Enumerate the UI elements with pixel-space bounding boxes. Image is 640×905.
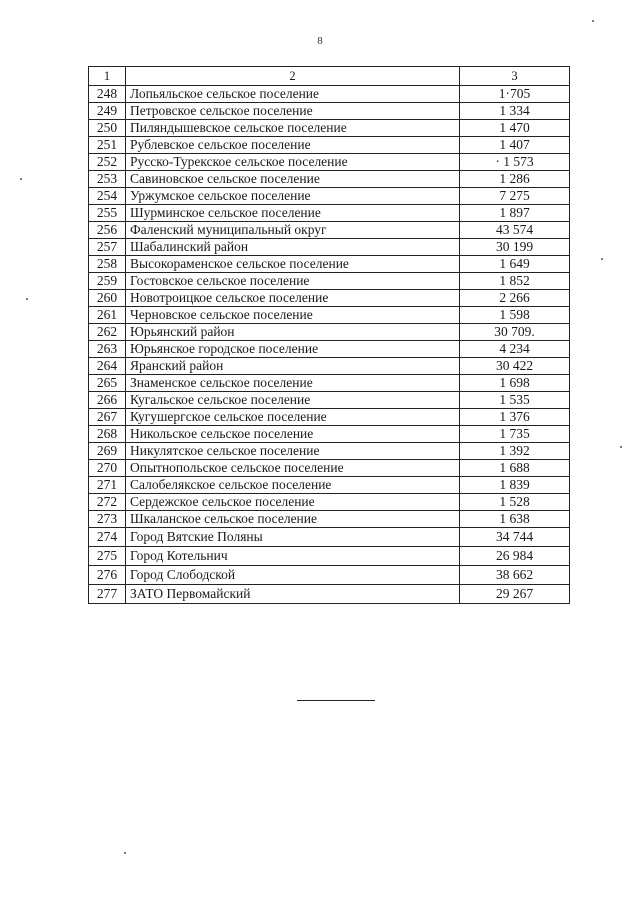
data-table	[88, 66, 570, 604]
column-header-1: 1	[89, 67, 126, 86]
row-value-cell: 1 286	[460, 171, 570, 188]
row-value-cell: 2 266	[460, 290, 570, 307]
row-name-cell: Опытнопольское сельское поселение	[126, 460, 460, 477]
row-value-cell: 1 688	[460, 460, 570, 477]
scan-speck	[20, 178, 22, 180]
closing-divider-line	[297, 700, 375, 701]
table-row	[89, 443, 570, 460]
row-name-cell: Рублевское сельское поселение	[126, 137, 460, 154]
row-value-cell: 1 407	[460, 137, 570, 154]
row-name-cell: Салобелякское сельское поселение	[126, 477, 460, 494]
table-row	[89, 358, 570, 375]
row-value-cell: 7 275	[460, 188, 570, 205]
row-name-cell: Никольское сельское поселение	[126, 426, 460, 443]
row-number-cell: 277	[89, 585, 126, 604]
row-name-cell: Петровское сельское поселение	[126, 103, 460, 120]
page-number: 8	[317, 35, 323, 47]
table-row	[89, 137, 570, 154]
row-name-cell: Русско-Турекское сельское поселение	[126, 154, 460, 171]
row-value-cell: 1 852	[460, 273, 570, 290]
row-number-cell: 270	[89, 460, 126, 477]
table-row	[89, 460, 570, 477]
row-number-cell: 262	[89, 324, 126, 341]
row-name-cell: Юрьянский район	[126, 324, 460, 341]
row-number-cell: 267	[89, 409, 126, 426]
scan-speck	[26, 298, 28, 300]
row-number-cell: 271	[89, 477, 126, 494]
row-name-cell: Кугушергское сельское поселение	[126, 409, 460, 426]
row-value-cell: 30 709.	[460, 324, 570, 341]
table-row	[89, 86, 570, 103]
row-name-cell: Гостовское сельское поселение	[126, 273, 460, 290]
row-number-cell: 249	[89, 103, 126, 120]
row-number-cell: 273	[89, 511, 126, 528]
row-number-cell: 248	[89, 86, 126, 103]
table-row	[89, 290, 570, 307]
row-number-cell: 272	[89, 494, 126, 511]
table-row	[89, 341, 570, 358]
row-name-cell: ЗАТО Первомайский	[126, 585, 460, 604]
row-name-cell: Шурминское сельское поселение	[126, 205, 460, 222]
scan-speck	[592, 20, 594, 22]
column-header-2: 2	[126, 67, 460, 86]
table-row	[89, 171, 570, 188]
row-value-cell: · 1 573	[460, 154, 570, 171]
table-row	[89, 547, 570, 566]
table-row	[89, 324, 570, 341]
table-header-row	[89, 67, 570, 86]
row-value-cell: 1·705	[460, 86, 570, 103]
row-value-cell: 1 649	[460, 256, 570, 273]
row-name-cell: Черновское сельское поселение	[126, 307, 460, 324]
row-name-cell: Сердежское сельское поселение	[126, 494, 460, 511]
row-number-cell: 265	[89, 375, 126, 392]
row-name-cell: Фаленский муниципальный округ	[126, 222, 460, 239]
column-header-3: 3	[460, 67, 570, 86]
row-number-cell: 254	[89, 188, 126, 205]
row-number-cell: 258	[89, 256, 126, 273]
table-row	[89, 120, 570, 137]
row-number-cell: 264	[89, 358, 126, 375]
table-row	[89, 222, 570, 239]
row-name-cell: Кугальское сельское поселение	[126, 392, 460, 409]
row-name-cell: Город Вятские Поляны	[126, 528, 460, 547]
table-row	[89, 188, 570, 205]
row-name-cell: Лопьяльское сельское поселение	[126, 86, 460, 103]
row-name-cell: Шкаланское сельское поселение	[126, 511, 460, 528]
row-number-cell: 275	[89, 547, 126, 566]
row-value-cell: 1 470	[460, 120, 570, 137]
table-row	[89, 103, 570, 120]
table-row	[89, 392, 570, 409]
row-value-cell: 1 638	[460, 511, 570, 528]
row-name-cell: Новотроицкое сельское поселение	[126, 290, 460, 307]
row-number-cell: 253	[89, 171, 126, 188]
scan-speck	[620, 446, 622, 448]
row-value-cell: 43 574	[460, 222, 570, 239]
table-row	[89, 477, 570, 494]
row-number-cell: 252	[89, 154, 126, 171]
row-name-cell: Юрьянское городское поселение	[126, 341, 460, 358]
row-value-cell: 38 662	[460, 566, 570, 585]
row-number-cell: 251	[89, 137, 126, 154]
row-value-cell: 1 735	[460, 426, 570, 443]
row-number-cell: 255	[89, 205, 126, 222]
row-number-cell: 257	[89, 239, 126, 256]
table-row	[89, 494, 570, 511]
table-row	[89, 273, 570, 290]
row-name-cell: Никулятское сельское поселение	[126, 443, 460, 460]
scan-speck	[124, 852, 126, 854]
row-number-cell: 268	[89, 426, 126, 443]
table-row	[89, 426, 570, 443]
row-number-cell: 250	[89, 120, 126, 137]
row-name-cell: Уржумское сельское поселение	[126, 188, 460, 205]
row-number-cell: 269	[89, 443, 126, 460]
row-number-cell: 263	[89, 341, 126, 358]
table-row	[89, 528, 570, 547]
row-value-cell: 26 984	[460, 547, 570, 566]
row-number-cell: 266	[89, 392, 126, 409]
row-number-cell: 259	[89, 273, 126, 290]
table-row	[89, 375, 570, 392]
row-number-cell: 256	[89, 222, 126, 239]
row-number-cell: 276	[89, 566, 126, 585]
row-value-cell: 30 199	[460, 239, 570, 256]
row-name-cell: Савиновское сельское поселение	[126, 171, 460, 188]
row-name-cell: Яранский район	[126, 358, 460, 375]
table-row	[89, 154, 570, 171]
row-value-cell: 1 528	[460, 494, 570, 511]
row-value-cell: 29 267	[460, 585, 570, 604]
row-number-cell: 260	[89, 290, 126, 307]
row-value-cell: 1 598	[460, 307, 570, 324]
row-value-cell: 34 744	[460, 528, 570, 547]
table-row	[89, 585, 570, 604]
row-number-cell: 274	[89, 528, 126, 547]
row-value-cell: 30 422	[460, 358, 570, 375]
table-row	[89, 511, 570, 528]
row-name-cell: Город Котельнич	[126, 547, 460, 566]
row-name-cell: Шабалинский район	[126, 239, 460, 256]
row-name-cell: Пиляндышевское сельское поселение	[126, 120, 460, 137]
row-name-cell: Высокораменское сельское поселение	[126, 256, 460, 273]
row-name-cell: Знаменское сельское поселение	[126, 375, 460, 392]
row-name-cell: Город Слободской	[126, 566, 460, 585]
row-value-cell: 1 839	[460, 477, 570, 494]
row-value-cell: 1 535	[460, 392, 570, 409]
table-row	[89, 256, 570, 273]
scan-speck	[601, 258, 603, 260]
row-value-cell: 1 392	[460, 443, 570, 460]
table-row	[89, 409, 570, 426]
row-value-cell: 1 897	[460, 205, 570, 222]
row-number-cell: 261	[89, 307, 126, 324]
row-value-cell: 4 234	[460, 341, 570, 358]
row-value-cell: 1 698	[460, 375, 570, 392]
row-value-cell: 1 376	[460, 409, 570, 426]
table-row	[89, 205, 570, 222]
table-row	[89, 307, 570, 324]
row-value-cell: 1 334	[460, 103, 570, 120]
table-row	[89, 566, 570, 585]
table-row	[89, 239, 570, 256]
